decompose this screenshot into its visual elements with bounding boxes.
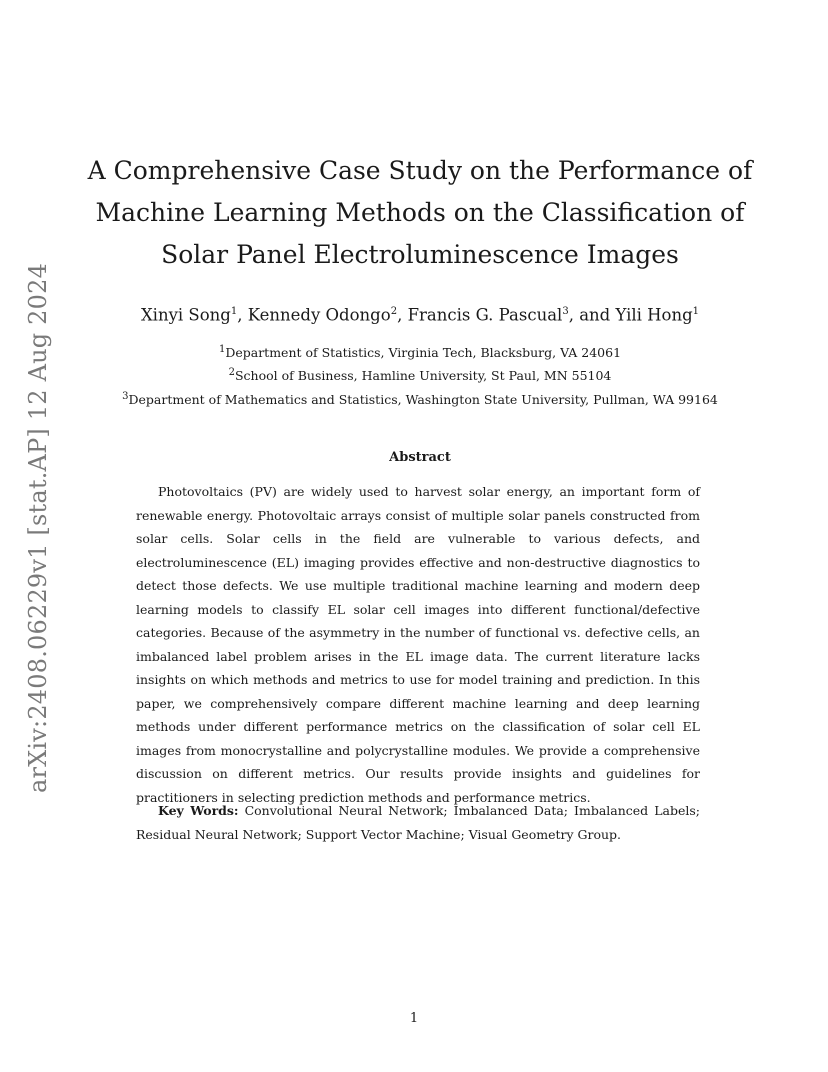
- affiliation-text: School of Business, Hamline University, St Paul, MN 55104: [234, 368, 612, 384]
- author-name: Francis G. Pascual: [407, 305, 563, 325]
- author-separator: , and: [568, 305, 616, 325]
- keywords-text: Convolutional Neural Network; Imbalanced Data; Imbalanced Labels; Residual Neural Network; Support Vector Machine; Visual Geometry Group.: [136, 803, 700, 842]
- author-name: Xinyi Song: [140, 305, 231, 325]
- affiliation: [80, 364, 760, 385]
- author-name: Kennedy Odongo: [247, 305, 391, 325]
- arxiv-identifier: arXiv:2408.06229v1 [stat.AP] 12 Aug 2024: [24, 262, 53, 794]
- author-affiliation-mark: 1: [230, 306, 238, 317]
- arxiv-identifier-stamp: [16, 262, 60, 794]
- page-number: 1: [409, 1011, 419, 1026]
- affiliation-text: Department of Mathematics and Statistics, Washington State University, Pullman, WA 99164: [128, 392, 718, 408]
- affiliation-mark: 2: [228, 367, 235, 378]
- affiliation-text: Department of Statistics, Virginia Tech, Blacksburg, VA 24061: [225, 345, 622, 361]
- author-separator: ,: [397, 305, 408, 325]
- affiliation: [80, 341, 760, 362]
- keywords: [136, 799, 700, 846]
- affiliation: [80, 388, 760, 409]
- author-name: Yili Hong: [615, 305, 693, 325]
- abstract-text: Photovoltaics (PV) are widely used to harvest solar energy, an important form of renewable energy. Photovoltaic arrays consist of multiple solar panels constructed from solar cells. Solar cells in the field are vulnerable to various defects, and electroluminescence (EL) imaging provides effective and non-destructive diagnostics to detect those defects. We use multiple traditional machine learning and modern deep learning models to classify EL solar cell images into different functional/defective categories. Because of the asymmetry in the number of functional vs. defective cells, an imbalanced label problem arises in the EL image data. The current literature lacks insights on which methods and metrics to use for model training and prediction. In this paper, we comprehensively compare different machine learning and deep learning methods under different performance metrics on the classification of solar cell EL images from monocrystalline and polycrystalline modules. We provide a comprehensive discussion on different metrics. Our results provide insights and guidelines for practitioners in selecting prediction methods and performance metrics.: [136, 484, 700, 805]
- keywords-label: Key Words:: [158, 803, 239, 818]
- author-list: [80, 300, 760, 328]
- author-affiliation-mark: 2: [390, 306, 398, 317]
- affiliation-mark: 1: [218, 344, 226, 355]
- author-separator: ,: [237, 305, 248, 325]
- author-affiliation-mark: 1: [692, 306, 700, 317]
- paper-title: A Comprehensive Case Study on the Performance of Machine Learning Methods on the Classification of Solar Panel Electroluminescence Images: [87, 156, 753, 269]
- affiliation-mark: 3: [122, 391, 129, 402]
- abstract-heading: Abstract: [389, 450, 451, 465]
- author-affiliation-mark: 3: [562, 306, 569, 317]
